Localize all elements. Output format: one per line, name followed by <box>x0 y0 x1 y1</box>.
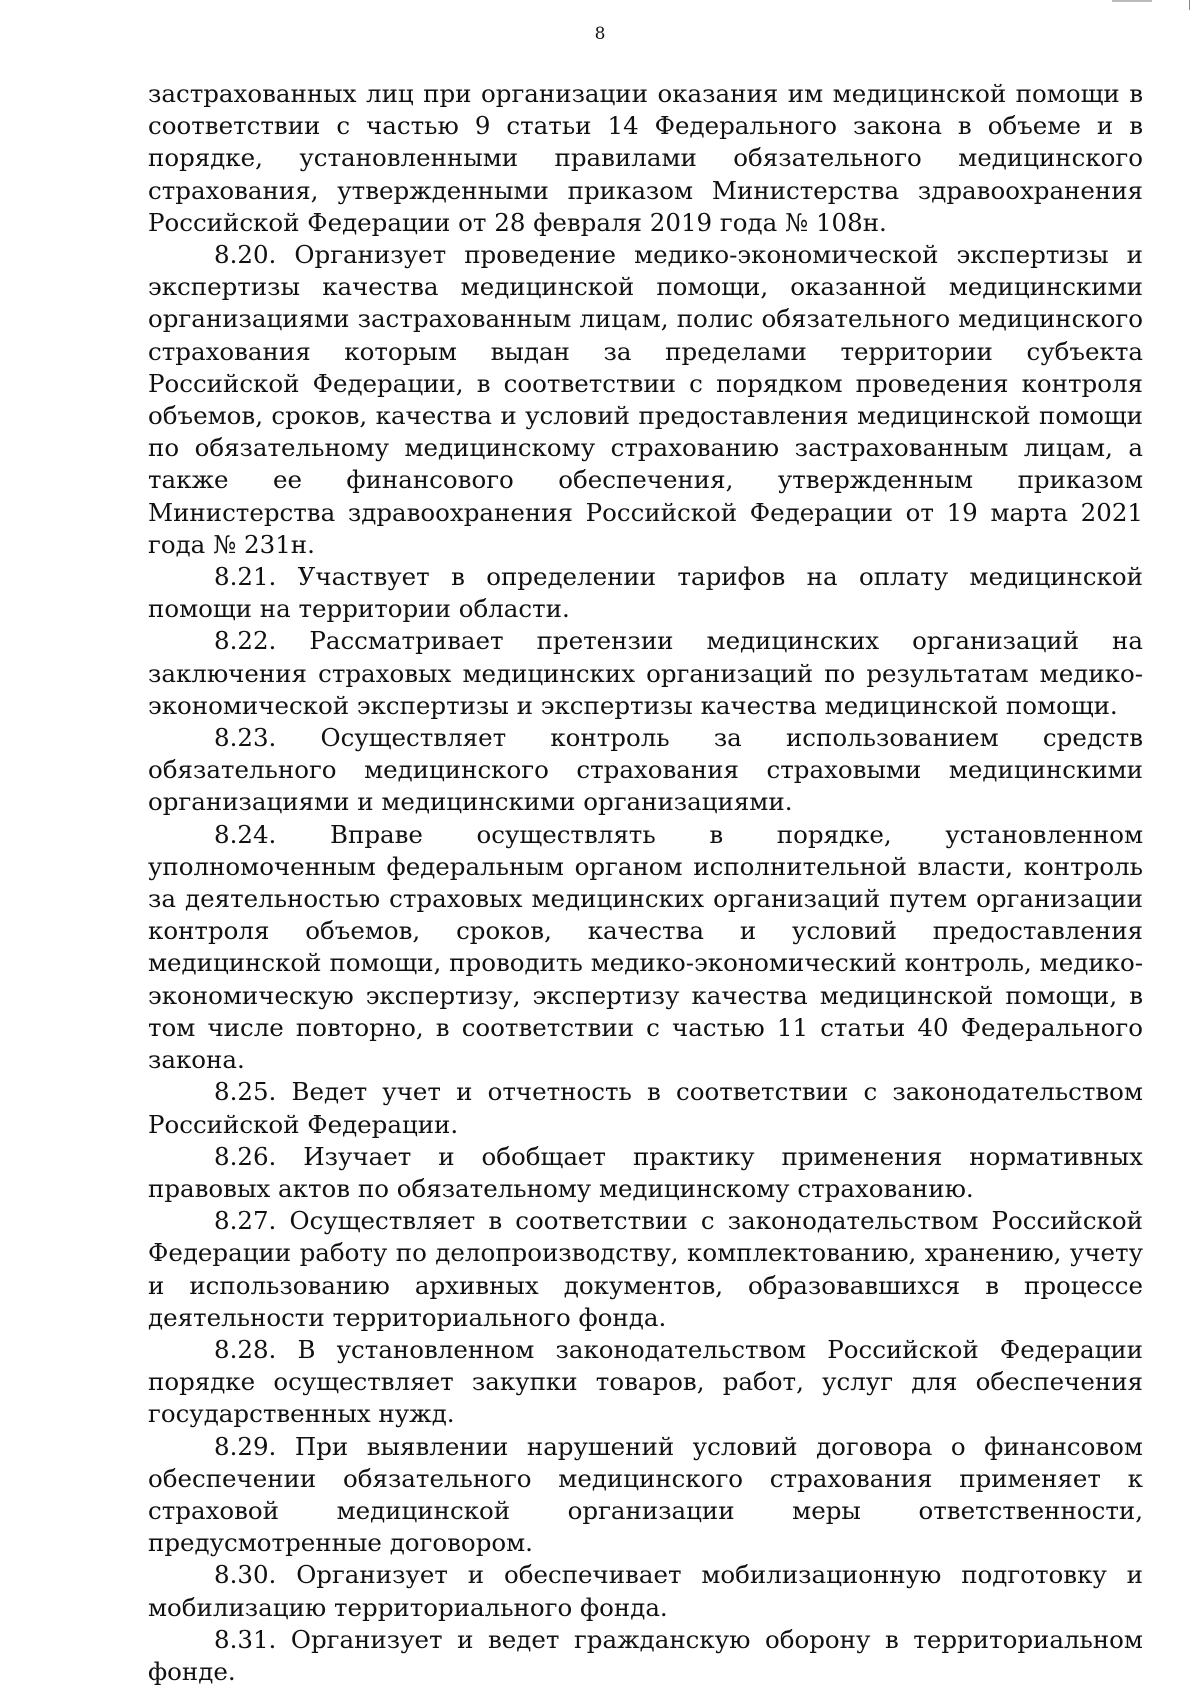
scan-edge-mark <box>1189 0 1190 10</box>
page-number: 8 <box>594 24 606 44</box>
paragraph-8-23: 8.23. Осуществляет контроль за использованием средств обязательного медицинского страхования страховыми медицинскими организациями и медицинскими организациями. <box>148 723 1143 817</box>
document-body <box>148 78 1143 1688</box>
paragraph-8-31: 8.31. Организует и ведет гражданскую оборону в территориальном фонде. <box>148 1624 1143 1686</box>
paragraph-8-24: 8.24. Вправе осуществлять в порядке, установленном уполномоченным федеральным органом исполнительной власти, контроль за деятельностью страховых медицинских организаций путем организации контроля объемов, сроков, качества и условий предоставления медицинской помощи, проводить медико-экономический контроль, медико-экономическую экспертизу, экспертизу качества медицинской помощи, в том числе повторно, в соответствии с частью 11 статьи 40 Федерального закона. <box>148 819 1143 1075</box>
paragraph-8-22: 8.22. Рассматривает претензии медицинских организаций на заключения страховых медицинских организаций по результатам медико-экономической экспертизы и экспертизы качества медицинской помощи. <box>148 626 1143 720</box>
paragraph-8-21: 8.21. Участвует в определении тарифов на оплату медицинской помощи на территории области. <box>148 562 1143 624</box>
paragraph-continuation: застрахованных лиц при организации оказания им медицинской помощи в соответствии с частью 9 статьи 14 Федерального закона в объеме и в порядке, установленными правилами обязательного медицинского страхования, утвержденными приказом Министерства здравоохранения Российской Федерации от 28 февраля 2019 года № 108н. <box>148 79 1143 237</box>
paragraph-8-27: 8.27. Осуществляет в соответствии с законодательством Российской Федерации работу по делопроизводству, комплектованию, хранению, учету и использованию архивных документов, образовавшихся в процессе деятельности территориального фонда. <box>148 1206 1143 1332</box>
paragraph-8-26: 8.26. Изучает и обобщает практику применения нормативных правовых актов по обязательному медицинскому страхованию. <box>148 1141 1143 1203</box>
paragraph-8-28: 8.28. В установленном законодательством Российской Федерации порядке осуществляет закупки товаров, работ, услуг для обеспечения государственных нужд. <box>148 1334 1143 1429</box>
paragraph-8-29: 8.29. При выявлении нарушений условий договора о финансовом обеспечении обязательного медицинского страхования применяет к страховой медицинской организации меры ответственности, предусмотренные договором. <box>148 1431 1143 1558</box>
scan-edge-mark <box>1112 0 1152 2</box>
paragraph-8-30: 8.30. Организует и обеспечивает мобилизационную подготовку и мобилизацию территориального фонда. <box>148 1560 1143 1622</box>
paragraph-8-25: 8.25. Ведет учет и отчетность в соответствии с законодательством Российской Федерации. <box>148 1077 1143 1139</box>
paragraph-8-20: 8.20. Организует проведение медико-экономической экспертизы и экспертизы качества медицинской помощи, оказанной медицинскими организациями застрахованным лицам, полис обязательного медицинского страхования которым выдан за пределами территории субъекта Российской Федерации, в соответствии с порядком проведения контроля объемов, сроков, качества и условий предоставления медицинской помощи по обязательному медицинскому страхованию застрахованным лицам, а также ее финансового обеспечения, утвержденным приказом Министерства здравоохранения Российской Федерации от 19 марта 2021 года № 231н. <box>148 240 1143 559</box>
